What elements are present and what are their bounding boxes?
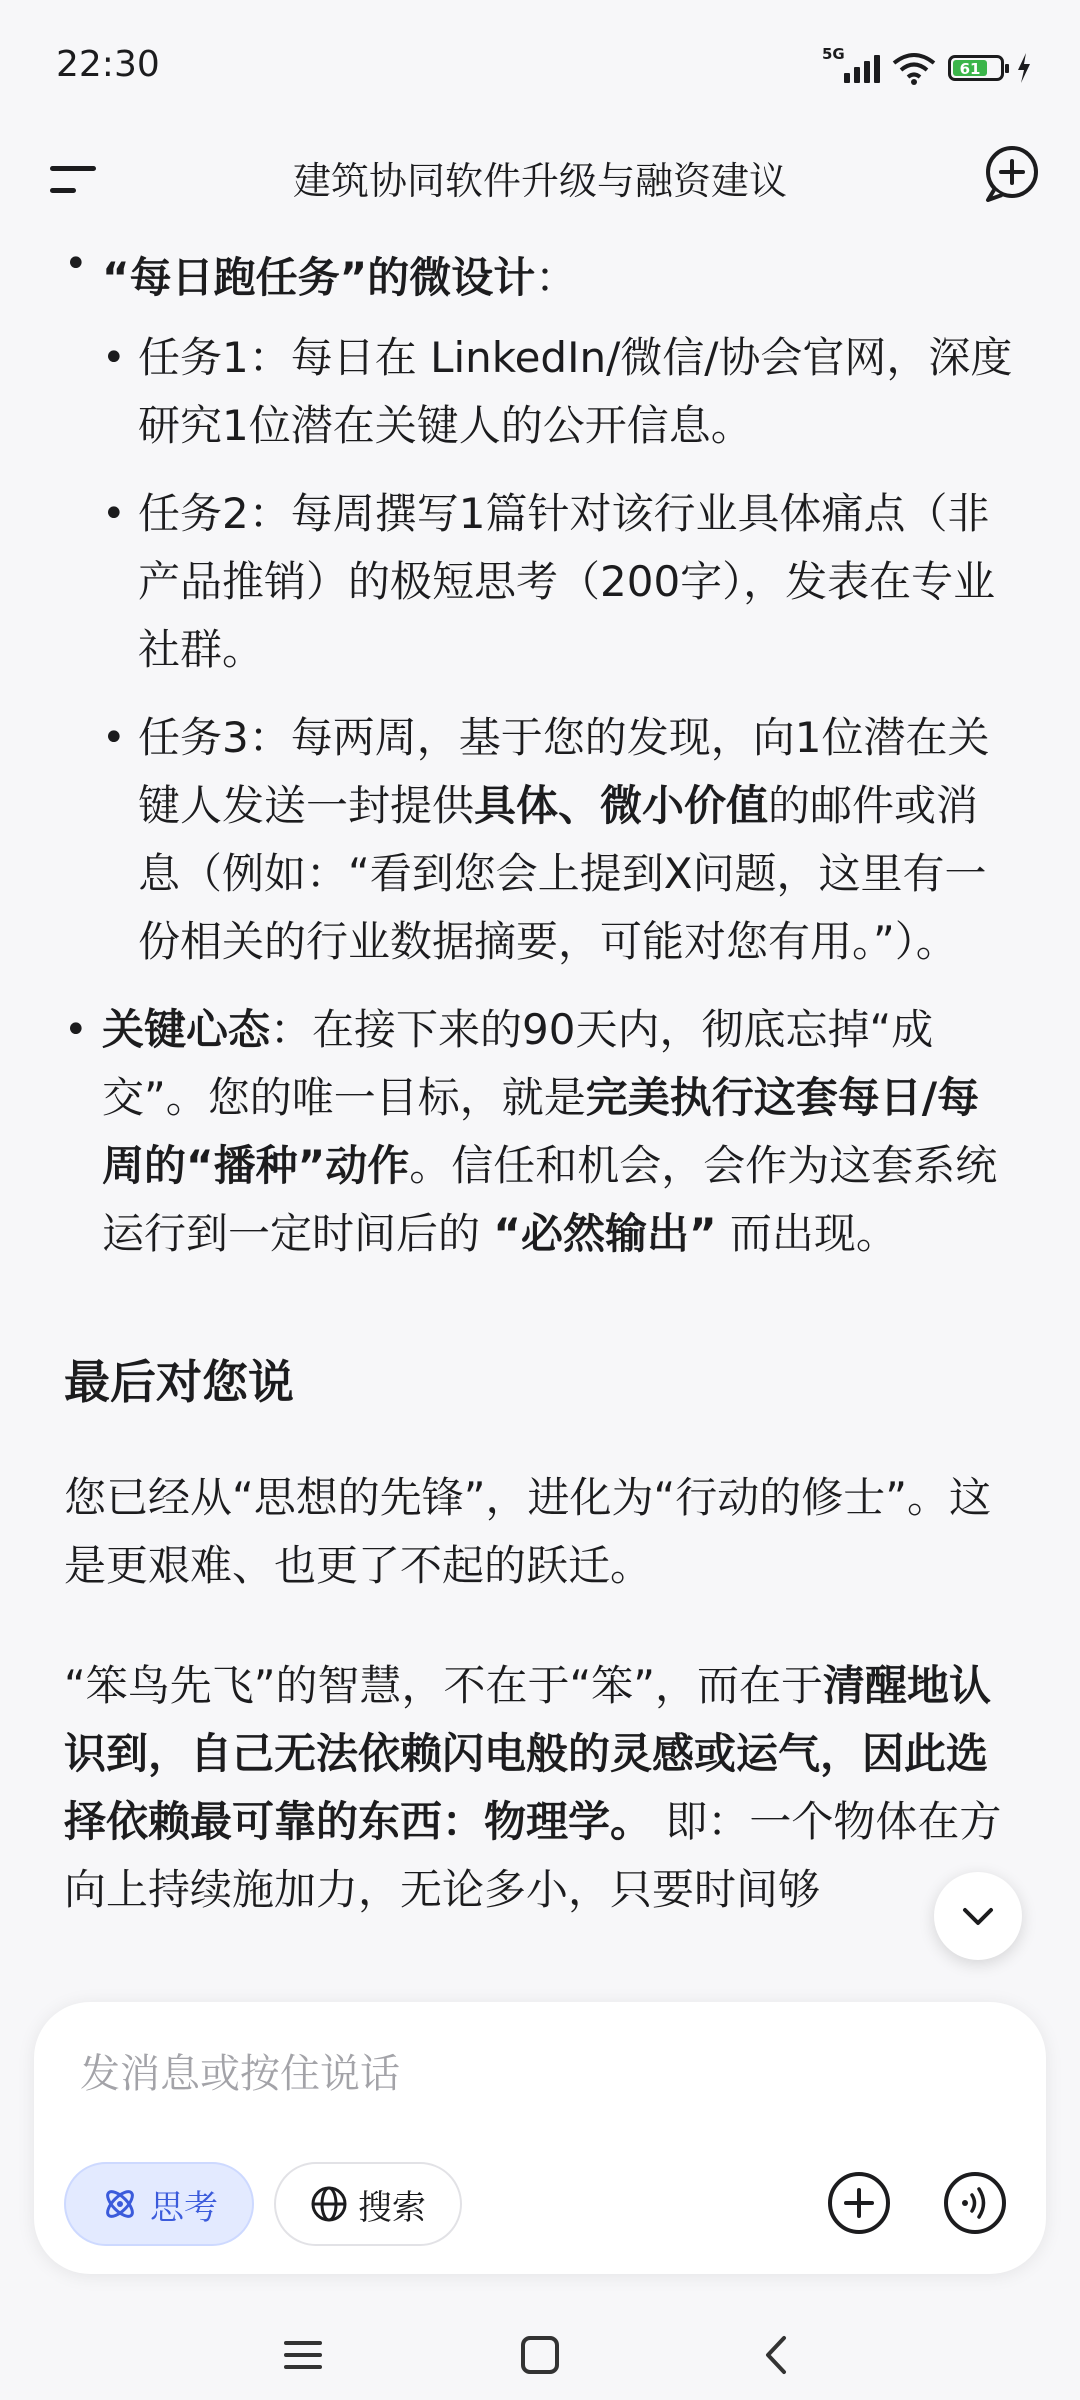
status-bar <box>0 0 1080 130</box>
chat-header <box>0 130 1080 230</box>
task-text: 的邮件或消息（例如：“看到您会上提到X问题，这里有一份相关的行业数据摘要，可能对您有用。”）。 <box>138 781 987 966</box>
list-item-micro-design <box>0 230 1080 976</box>
task-list <box>102 324 1020 976</box>
paragraph-2 <box>0 1652 1080 1924</box>
recent-apps-icon[interactable] <box>278 2330 328 2380</box>
paragraph-bold: 清醒地认识到，自己无法依赖闪电般的灵感或运气，因此选择依赖最可靠的东西：物理学。 <box>64 1661 992 1846</box>
paragraph-text: “笨鸟先飞”的智慧，不在于“笨”，而在于 <box>64 1661 824 1710</box>
network-type: 5G <box>822 45 845 63</box>
mindset-label: 关键心态 <box>102 1005 271 1054</box>
think-button[interactable] <box>64 2162 254 2246</box>
atom-icon <box>100 2184 140 2224</box>
micro-design-colon: ： <box>535 253 578 302</box>
wifi-icon <box>892 51 936 85</box>
mindset-text: 。信任和机会，会作为这套系统运行到一定时间后的 <box>102 1141 998 1258</box>
chevron-down-icon <box>934 1872 1022 1960</box>
section-heading: 最后对您说 <box>64 1355 294 1409</box>
list-item-mindset <box>0 996 1080 1268</box>
voice-wave-icon[interactable] <box>942 2170 1008 2236</box>
task-text: 任务3：每两周，基于您的发现，向1位潜在关键人发送一封提供 <box>138 713 990 830</box>
plus-circle-icon[interactable] <box>826 2170 892 2236</box>
mindset-bold: 完美执行这套每日/每周的“播种”动作 <box>102 1073 980 1190</box>
back-icon[interactable] <box>752 2330 802 2380</box>
globe-icon <box>310 2185 348 2223</box>
mindset-bold: “必然输出” <box>493 1209 717 1258</box>
battery-icon <box>948 55 1004 81</box>
page-title: 建筑协同软件升级与融资建议 <box>292 159 787 203</box>
status-time: 22:30 <box>56 44 160 85</box>
new-chat-icon[interactable] <box>982 144 1042 204</box>
search-button[interactable] <box>274 2162 462 2246</box>
task-item-3 <box>102 704 1020 976</box>
home-icon[interactable] <box>515 2330 565 2380</box>
system-nav-bar <box>0 2300 1080 2400</box>
task-text: 任务1：每日在 LinkedIn/微信/协会官网，深度研究1位潜在关键人的公开信息。 <box>138 333 1013 450</box>
bullet-list <box>0 230 1080 1268</box>
mindset-text: 而出现。 <box>716 1209 898 1258</box>
paragraph-1: 您已经从“思想的先锋”，进化为“行动的修士”。这是更艰难、也更了不起的跃迁。 <box>64 1473 992 1590</box>
search-label: 搜索 <box>358 2187 426 2228</box>
cell-signal-icon <box>822 45 880 83</box>
think-label: 思考 <box>150 2187 218 2228</box>
task-item-1 <box>102 324 1020 460</box>
message-input[interactable]: 发消息或按住说话 <box>80 2051 400 2097</box>
status-icons <box>822 45 1032 88</box>
mindset-text: ：在接下来的90天内，彻底忘掉“成交”。您的唯一目标，就是 <box>102 1005 934 1122</box>
charging-icon <box>1016 53 1032 83</box>
paragraph-text: 即：一个物体在方向上持续施加力，无论多小，只要时间够 <box>64 1797 1002 1914</box>
battery-level: 61 <box>953 60 987 76</box>
task-text-bold: 具体、微小价值 <box>474 781 769 830</box>
message-content <box>0 230 1080 2010</box>
task-item-2 <box>102 480 1020 684</box>
task-text: 任务2：每周撰写1篇针对该行业具体痛点（非产品推销）的极短思考（200字），发表在专业社群。 <box>138 489 996 674</box>
scroll-down-button[interactable] <box>934 1872 1022 1960</box>
input-panel <box>34 2002 1046 2274</box>
micro-design-title: “每日跑任务”的微设计 <box>102 253 536 302</box>
